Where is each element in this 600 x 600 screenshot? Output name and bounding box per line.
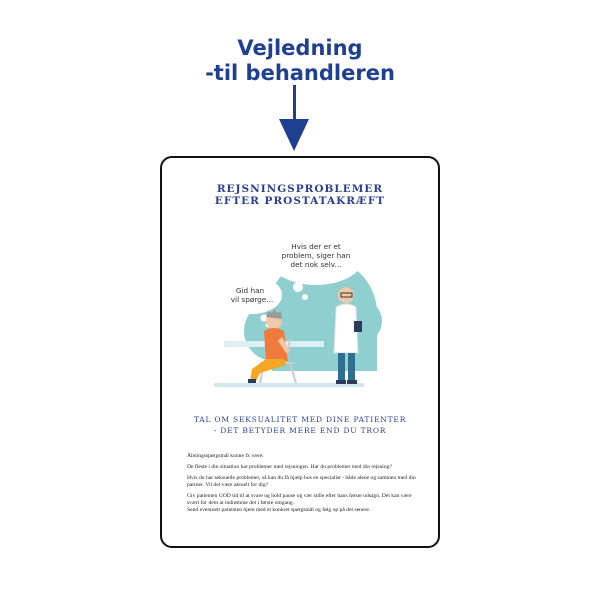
document-title-line-2: EFTER PROSTATAKRÆFT bbox=[214, 195, 386, 207]
document-title bbox=[162, 183, 438, 207]
bubble-doctor-line-2: problem, siger han bbox=[281, 251, 351, 260]
bubble-patient-line-1: Gid han bbox=[235, 286, 265, 295]
paragraph-question-2: Hvis du har seksuelle problemer, så kan du få hjælp hos en specialist - både alene og sammen med din partner. Vil det være aktuelt for dig? bbox=[187, 475, 416, 488]
header-title bbox=[0, 36, 600, 86]
paragraph-question-1: De fleste i din situation har problemer med rejsningen. Har du problemer med din rejsning? bbox=[187, 464, 392, 470]
document-title-line-1: REJSNINGSPROBLEMER bbox=[216, 183, 384, 195]
paragraph-opening: Åbningsspørgsmål kunne fx være: bbox=[187, 453, 264, 459]
arrow-down-icon bbox=[279, 119, 309, 151]
tagline bbox=[162, 414, 438, 436]
doctor-patient-illustration bbox=[202, 213, 398, 403]
tagline-line-1: TAL OM SEKSUALITET MED DINE PATIENTER bbox=[193, 415, 407, 424]
arrow-down-icon-shaft bbox=[293, 85, 296, 121]
paragraph-advice: Giv patienten GOD tid til at svare og hold pause og vær stille efter hans første udsagn. Det kan være svært for dem at indrømme det i første omgang. bbox=[187, 493, 412, 506]
tagline-line-2: - DET BETYDER MERE END DU TROR bbox=[213, 426, 387, 435]
document-body bbox=[187, 453, 419, 518]
header-line-1: Vejledning bbox=[237, 36, 363, 60]
bubble-doctor-line-3: det nok selv... bbox=[290, 260, 342, 269]
bubble-doctor-line-1: Hvis der er et bbox=[291, 242, 341, 251]
bubble-patient-line-2: vil spørge... bbox=[230, 295, 274, 304]
document-card bbox=[160, 156, 440, 548]
tablet-icon bbox=[354, 321, 362, 332]
paragraph-followup: Send eventuelt patienten hjem med et konkret spørgsmål og følg op på det senere. bbox=[187, 507, 371, 513]
header-line-2: -til behandleren bbox=[205, 61, 395, 85]
